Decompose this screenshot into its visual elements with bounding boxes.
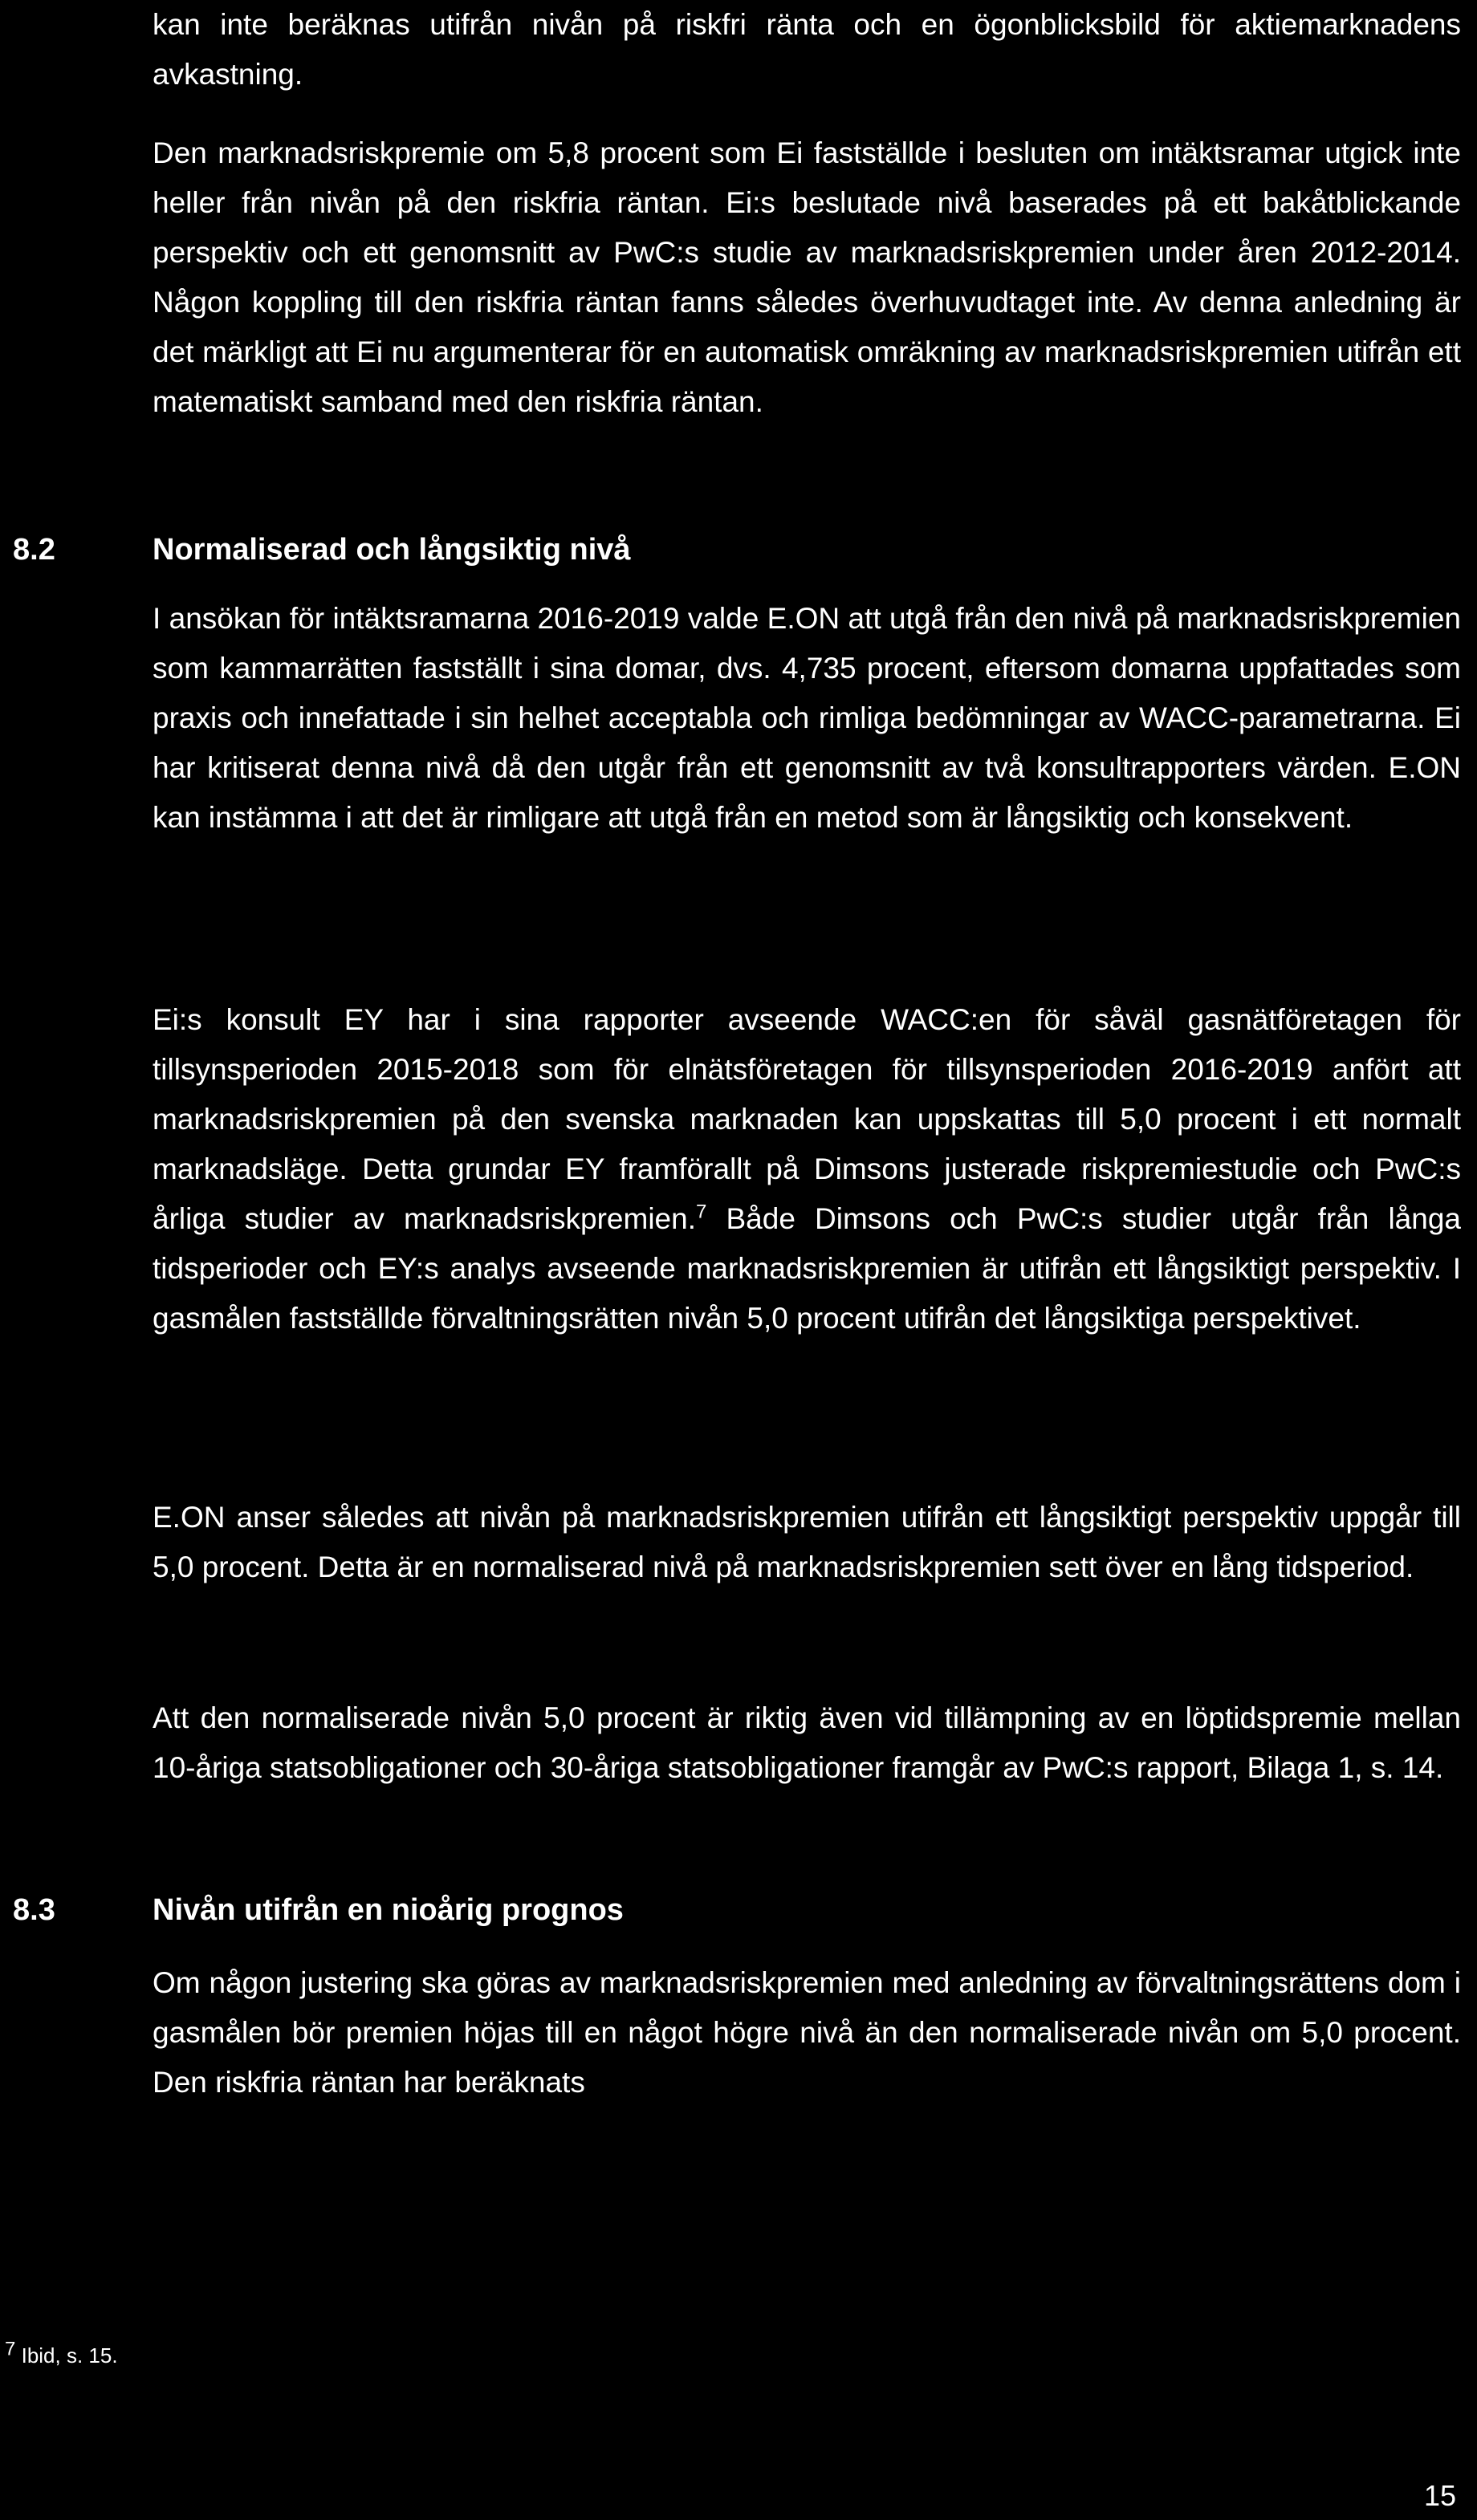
paragraph-section-8-2-pwc-report: Att den normaliserade nivån 5,0 procent är riktig även vid tillämpning av en löptidspremie mellan 10-åriga statsobligationer och 30-åriga statsobligationer framgår av PwC:s rapport, Bilaga 1, s. 14.	[153, 1701, 1461, 1784]
paragraph-section-8-2-normalized-level: E.ON anser således att nivån på marknadsriskpremien utifrån ett långsiktigt perspektiv uppgår till 5,0 procent. Detta är en normaliserad nivå på marknadsriskpremien sett över en lång tidsperiod.	[153, 1501, 1461, 1583]
section-number-8-3: 8.3	[13, 1893, 55, 1927]
paragraph-section-8-2-ey-analysis	[153, 995, 1461, 1343]
section-title-8-2: Normaliserad och långsiktig nivå	[153, 533, 631, 567]
paragraph-section-8-2-ey-analysis-start: Ei:s konsult EY har i sina rapporter avseende WACC:en för såväl gasnätföretagen för tillsynsperioden 2015-2018 som för elnätsföretagen för tillsynsperioden 2016-2019 anfört att marknadsriskpremien på den svenska marknaden kan uppskattas till 5,0 procent i ett normalt marknadsläge. Detta grundar EY framförallt på Dimsons justerade riskpremiestudie och PwC:s årliga studier av marknadsriskpremien.	[153, 1003, 1461, 1235]
paragraph-section-8-3-adjustment: Om någon justering ska göras av marknadsriskpremien med anledning av förvaltningsrättens dom i gasmålen bör premien höjas till en något högre nivå än den normaliserade nivån om 5,0 procent. Den riskfria räntan har beräknats	[153, 1966, 1461, 2099]
paragraph-intro-continuation: kan inte beräknas utifrån nivån på riskfri ränta och en ögonblicksbild för aktiemarknadens avkastning.	[153, 8, 1461, 91]
paragraph-section-8-2-application: I ansökan för intäktsramarna 2016-2019 valde E.ON att utgå från den nivå på marknadsriskpremien som kammarrätten fastställt i sina domar, dvs. 4,735 procent, eftersom domarna uppfattades som praxis och innefattade i sin helhet acceptabla och rimliga bedömningar av WACC-parametrarna. Ei har kritiserat denna nivå då den utgår från ett genomsnitt av två konsultrapporters värden. E.ON kan instämma i att det är rimligare att utgå från en metod som är långsiktig och konsekvent.	[153, 602, 1461, 834]
paragraph-risk-premium-5-8: Den marknadsriskpremie om 5,8 procent som Ei fastställde i besluten om intäktsramar utgick inte heller från nivån på den riskfria räntan. Ei:s beslutade nivå baserades på ett bakåtblickande perspektiv och ett genomsnitt av PwC:s studie av marknadsriskpremien under åren 2012-2014. Någon koppling till den riskfria räntan fanns således överhuvudtaget inte. Av denna anledning är det märkligt att Ei nu argumenterar för en automatisk omräkning av marknadsriskpremien utifrån ett matematiskt samband med den riskfria räntan.	[153, 136, 1461, 418]
page-number: 15	[1423, 2479, 1456, 2512]
footnote-7	[5, 2338, 118, 2369]
footnote-reference-7: 7	[695, 1201, 707, 1223]
footnote-text: Ibid, s. 15.	[21, 2343, 118, 2368]
paragraph-section-8-2-ey-analysis-end: Både Dimsons och PwC:s studier utgår från långa tidsperioder och EY:s analys avseende marknadsriskpremien är utifrån ett långsiktigt perspektiv. I gasmålen fastställde förvaltningsrätten nivån 5,0 procent utifrån det långsiktiga perspektivet.	[153, 1202, 1461, 1335]
footnote-marker-7: 7	[5, 2338, 16, 2360]
section-number-8-2: 8.2	[13, 533, 55, 567]
section-title-8-3: Nivån utifrån en nioårig prognos	[153, 1893, 624, 1927]
